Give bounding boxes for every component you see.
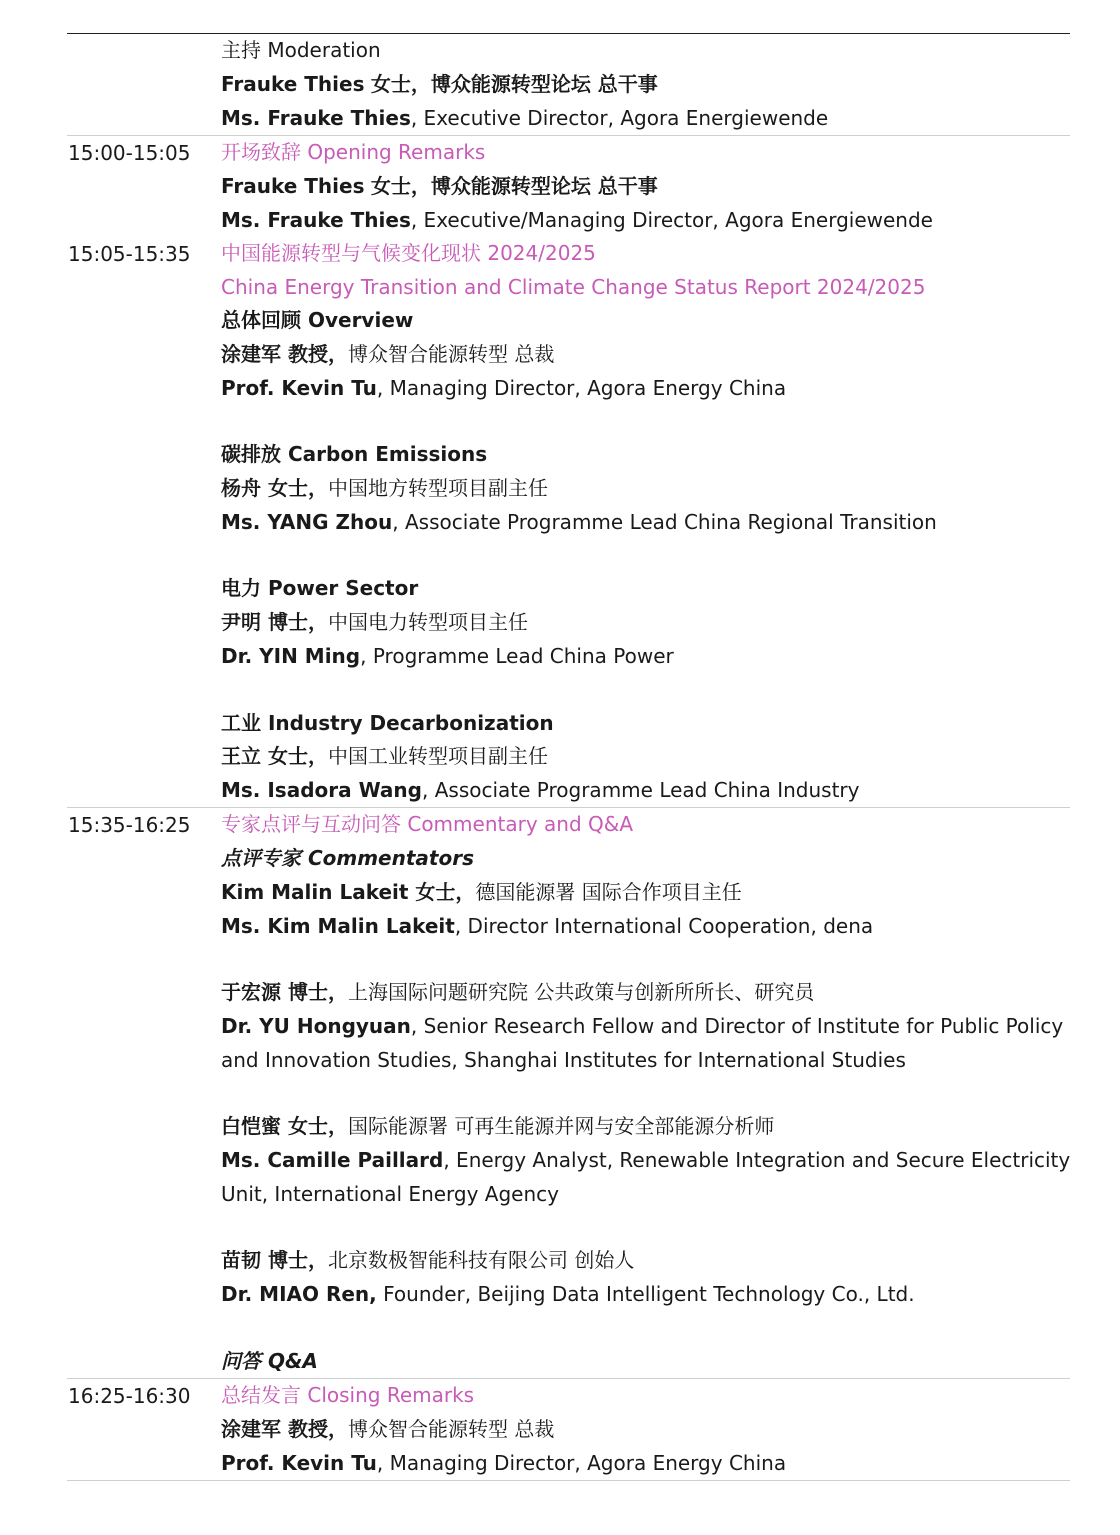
speaker-cn-title: 中国地方转型项目副主任	[327, 476, 548, 500]
opening-cn-name: Frauke Thies	[221, 174, 365, 198]
commentator-en-name: Ms. Kim Malin Lakeit	[221, 914, 455, 938]
commentator-cn-title: 北京数极智能科技有限公司 创始人	[327, 1248, 635, 1272]
commentator-en	[221, 1010, 1063, 1042]
closing-speaker-cn	[221, 1413, 554, 1445]
commentator-en	[221, 1278, 915, 1310]
commentator-cn-title: 上海国际问题研究院 公共政策与创新所所长、研究员	[347, 980, 815, 1004]
speaker-cn-title: 中国电力转型项目主任	[327, 610, 528, 634]
commentator-en-name: Ms. Camille Paillard	[221, 1148, 444, 1172]
opening-time: 15:00-15:05	[68, 141, 191, 165]
commentator-cn	[221, 1244, 634, 1276]
part-heading-industry: 工业 Industry Decarbonization	[221, 711, 554, 735]
commentator-cn-name: 于宏源 博士，	[221, 980, 348, 1004]
commentator-en-title: , Senior Research Fellow and Director of Institute for Public Policy	[410, 1014, 1064, 1038]
commentator-en-title: , Director International Cooperation, dena	[454, 914, 874, 938]
part-speaker-en	[221, 774, 859, 806]
closing-cn-name: 涂建军 教授，	[221, 1417, 348, 1441]
commentary-title: 专家点评与互动问答 Commentary and Q&A	[221, 812, 634, 836]
bottom-rule	[67, 1480, 1070, 1481]
commentator-en	[221, 910, 873, 942]
moderator-cn	[221, 68, 658, 100]
speaker-cn-name: 杨舟 女士，	[221, 476, 328, 500]
moderation-label: 主持 Moderation	[221, 38, 381, 62]
opening-title: 开场致辞 Opening Remarks	[221, 140, 486, 164]
part-heading-power: 电力 Power Sector	[221, 576, 419, 600]
commentator-cn-title: 德国能源署 国际合作项目主任	[475, 880, 742, 904]
qa-label: 问答 Q&A	[221, 1349, 318, 1373]
closing-title: 总结发言 Closing Remarks	[221, 1383, 475, 1407]
part-speaker-cn	[221, 606, 528, 638]
part-speaker-en	[221, 506, 937, 538]
commentator-cn	[221, 976, 814, 1008]
part-speaker-en	[221, 372, 786, 404]
commentator-en	[221, 1144, 1070, 1176]
commentator-cn-name: Kim Malin Lakeit 女士，	[221, 880, 476, 904]
report-title-cn: 中国能源转型与气候变化现状 2024/2025	[221, 241, 596, 265]
moderator-cn-name: Frauke Thies	[221, 72, 365, 96]
moderator-en	[221, 102, 828, 134]
divider	[67, 1378, 1070, 1379]
commentator-cn-name: 苗韧 博士，	[221, 1248, 328, 1272]
speaker-cn-title: 博众智合能源转型 总裁	[347, 342, 555, 366]
commentary-time: 15:35-16:25	[68, 813, 191, 837]
report-title-en: China Energy Transition and Climate Change Status Report 2024/2025	[221, 275, 926, 299]
commentator-en-name: Dr. MIAO Ren,	[221, 1282, 377, 1306]
closing-cn-title: 博众智合能源转型 总裁	[347, 1417, 555, 1441]
closing-en-name: Prof. Kevin Tu	[221, 1451, 377, 1475]
part-speaker-cn	[221, 740, 548, 772]
commentator-cn-title: 国际能源署 可再生能源并网与安全部能源分析师	[347, 1114, 775, 1138]
commentator-en-title: Founder, Beijing Data Intelligent Technology Co., Ltd.	[376, 1282, 915, 1306]
commentator-en-cont: Unit, International Energy Agency	[221, 1182, 559, 1206]
speaker-en-title: , Associate Programme Lead China Regional Transition	[392, 510, 937, 534]
speaker-en-name: Dr. YIN Ming	[221, 644, 361, 668]
part-heading-overview: 总体回顾 Overview	[221, 308, 414, 332]
commentator-en-cont: and Innovation Studies, Shanghai Institutes for International Studies	[221, 1048, 906, 1072]
top-rule	[67, 33, 1070, 34]
opening-speaker-cn	[221, 170, 658, 202]
commentator-en-name: Dr. YU Hongyuan	[221, 1014, 411, 1038]
speaker-en-name: Ms. YANG Zhou	[221, 510, 393, 534]
commentator-cn	[221, 876, 742, 908]
closing-speaker-en	[221, 1447, 786, 1479]
part-speaker-en	[221, 640, 674, 672]
moderator-cn-title: 女士，博众能源转型论坛 总干事	[370, 72, 658, 96]
commentators-label: 点评专家 Commentators	[221, 846, 474, 870]
speaker-cn-name: 涂建军 教授，	[221, 342, 348, 366]
opening-speaker-en	[221, 204, 933, 236]
closing-time: 16:25-16:30	[68, 1384, 191, 1408]
speaker-cn-title: 中国工业转型项目副主任	[327, 744, 548, 768]
speaker-en-title: , Managing Director, Agora Energy China	[376, 376, 787, 400]
part-speaker-cn	[221, 338, 554, 370]
opening-cn-title: 女士，博众能源转型论坛 总干事	[370, 174, 658, 198]
speaker-cn-name: 尹明 博士，	[221, 610, 328, 634]
speaker-cn-name: 王立 女士，	[221, 744, 328, 768]
part-speaker-cn	[221, 472, 548, 504]
commentator-cn-name: 白恺蜜 女士，	[221, 1114, 348, 1138]
report-time: 15:05-15:35	[68, 242, 191, 266]
commentator-en-title: , Energy Analyst, Renewable Integration and Secure Electricity	[443, 1148, 1071, 1172]
moderator-en-name: Ms. Frauke Thies	[221, 106, 411, 130]
commentator-cn	[221, 1110, 774, 1142]
speaker-en-name: Ms. Isadora Wang	[221, 778, 422, 802]
closing-en-title: , Managing Director, Agora Energy China	[376, 1451, 787, 1475]
speaker-en-name: Prof. Kevin Tu	[221, 376, 377, 400]
speaker-en-title: , Programme Lead China Power	[360, 644, 674, 668]
divider	[67, 135, 1070, 136]
opening-en-name: Ms. Frauke Thies	[221, 208, 411, 232]
opening-en-title: , Executive/Managing Director, Agora Energiewende	[410, 208, 933, 232]
speaker-en-title: , Associate Programme Lead China Industry	[422, 778, 860, 802]
part-heading-carbon: 碳排放 Carbon Emissions	[221, 442, 488, 466]
moderator-en-title: , Executive Director, Agora Energiewende	[410, 106, 829, 130]
